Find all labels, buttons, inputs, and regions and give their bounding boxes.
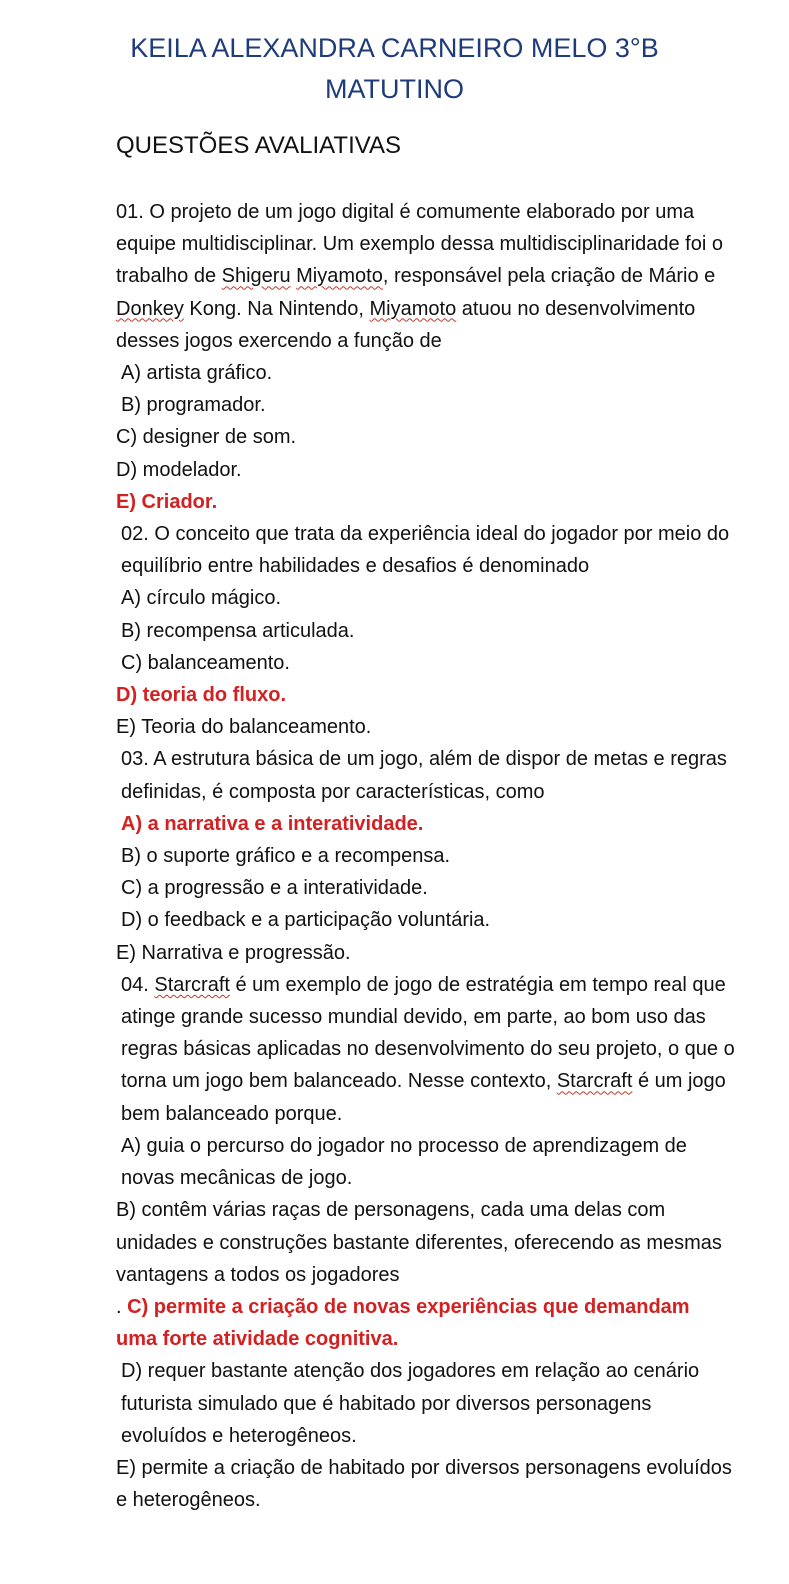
question-2-answer-d: D) teoria do fluxo. <box>116 684 286 707</box>
spellcheck-word: Miyamoto <box>296 265 383 288</box>
question-2-option-b: B) recompensa articulada. <box>121 619 355 642</box>
question-3-option-e: E) Narrativa e progressão. <box>116 941 351 964</box>
question-4-answer-c <box>116 1291 736 1355</box>
question-2-option-a: A) círculo mágico. <box>121 587 282 610</box>
question-2-option-c: C) balanceamento. <box>121 651 290 674</box>
spellcheck-word: Miyamoto <box>369 297 457 320</box>
question-1-answer-e: E) Criador. <box>116 490 218 513</box>
question-1-option-d: D) modelador. <box>116 458 242 481</box>
question-3-option-b: B) o suporte gráfico e a recompensa. <box>121 845 451 868</box>
answer-text: C) permite a criação de novas experiências que demandam uma forte atividade cognitiva. <box>116 1295 690 1351</box>
author-name-line: KEILA ALEXANDRA CARNEIRO MELO 3°B <box>130 33 659 63</box>
shift-line: MATUTINO <box>325 74 464 104</box>
section-title: QUESTÕES AVALIATIVAS <box>116 132 401 159</box>
questions-body <box>116 196 736 1516</box>
question-1-option-b: B) programador. <box>121 394 266 417</box>
question-2-option-e: E) Teoria do balanceamento. <box>116 716 372 739</box>
question-3-option-c: C) a progressão e a interatividade. <box>121 877 428 900</box>
question-4-option-e: E) permite a criação de habitado por diversos personagens evoluídos e heterogêneos. <box>116 1456 732 1512</box>
document-header <box>0 28 789 110</box>
question-4-option-d: D) requer bastante atenção dos jogadores em relação ao cenário futurista simulado que é habitado por diversos personagens evoluídos e heterogêneos. <box>121 1360 700 1447</box>
question-1-option-a: A) artista gráfico. <box>121 362 273 385</box>
stray-period: . <box>116 1295 128 1318</box>
question-1-text: 01. O projeto de um jogo digital é comumente elaborado por uma equipe multidisciplinar. Um exemplo dessa multidisciplinaridade foi o trabalho de Shigeru Miyamoto, responsável pela criação de Mário e Donkey Kong. Na Nintendo, Miyamoto atuou no desenvolvimento desses jogos exercendo a função de <box>116 201 723 352</box>
spellcheck-word: Shigeru <box>221 265 291 288</box>
question-4-option-a: A) guia o percurso do jogador no processo de aprendizagem de novas mecânicas de jogo. <box>121 1134 687 1190</box>
question-1-option-c: C) designer de som. <box>116 426 297 449</box>
question-3-option-d: D) o feedback e a participação voluntária. <box>121 909 491 932</box>
question-4-option-b: B) contêm várias raças de personagens, cada uma delas com unidades e construções bastante diferentes, oferecendo as mesmas vantagens a todos os jogadores <box>116 1199 722 1286</box>
question-3-text: 03. A estrutura básica de um jogo, além de dispor de metas e regras definidas, é composta por características, como <box>121 748 727 803</box>
question-2-text: 02. O conceito que trata da experiência ideal do jogador por meio do equilíbrio entre habilidades e desafios é denominado <box>121 523 730 578</box>
spellcheck-word: Donkey <box>116 297 184 320</box>
spellcheck-word: Starcraft <box>154 973 230 996</box>
question-3-answer-a: A) a narrativa e a interatividade. <box>121 812 424 835</box>
question-4-text: 04. Starcraft é um exemplo de jogo de estratégia em tempo real que atinge grande sucesso mundial devido, em parte, ao bom uso das regras básicas aplicadas no desenvolvimento do seu projeto, o que o torna um jogo bem balanceado. Nesse contexto, Starcraft é um jogo bem balanceado porque. <box>121 973 735 1125</box>
spellcheck-word: Starcraft <box>556 1070 633 1093</box>
